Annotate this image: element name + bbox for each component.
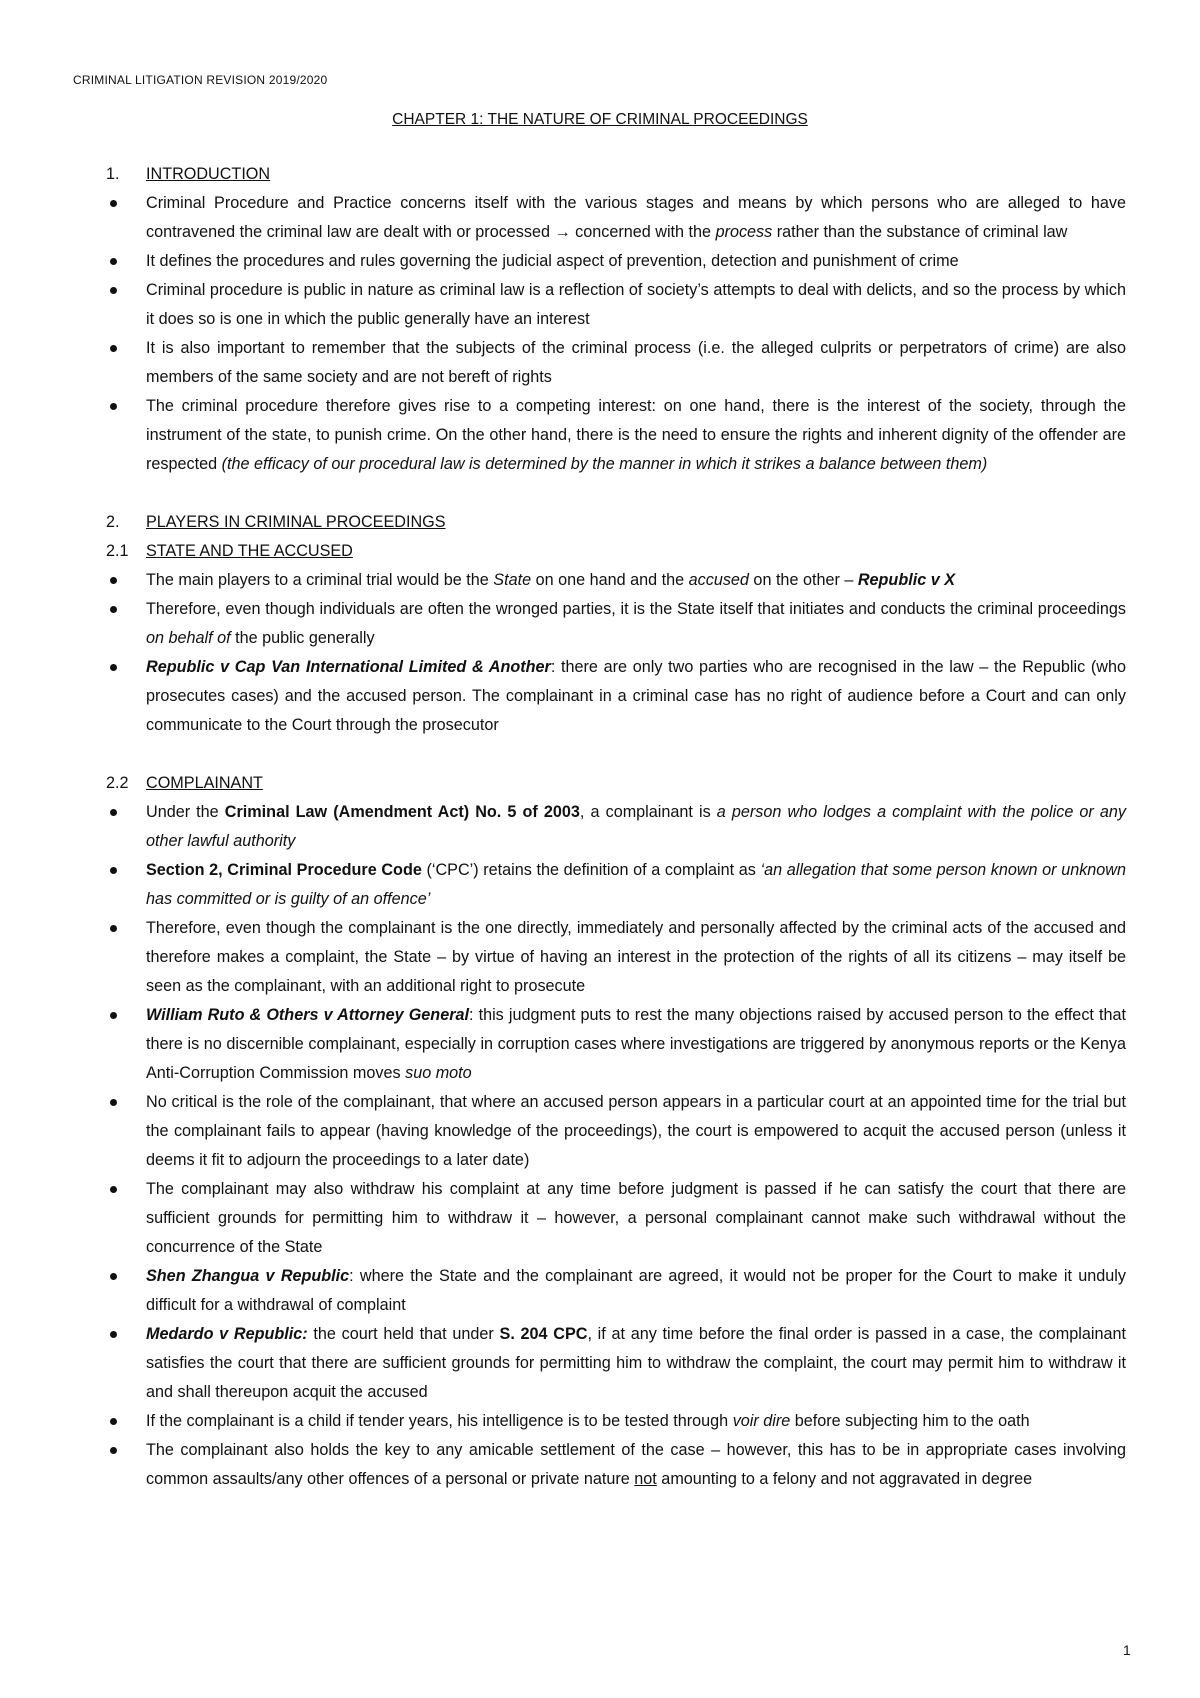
subsection-title: STATE AND THE ACCUSED [146, 542, 353, 560]
list-item: Criminal Procedure and Practice concerns itself with the various stages and means by which persons who are alleged to have contravened the criminal law are dealt with or processed → concerned with the process rather than the substance of criminal law [106, 189, 1126, 247]
running-header: CRIMINAL LITIGATION REVISION 2019/2020 [73, 73, 328, 87]
chapter-title: CHAPTER 1: THE NATURE OF CRIMINAL PROCEEDINGS [392, 111, 808, 128]
bullet-icon [110, 1418, 117, 1425]
case-name: Medardo v Republic: [146, 1325, 308, 1343]
list-item: Section 2, Criminal Procedure Code (‘CPC’) retains the definition of a complaint as ‘an allegation that some person known or unknown has committed or is guilty of an offence’ [106, 856, 1126, 914]
bullet-icon [110, 809, 117, 816]
list-item: It is also important to remember that the subjects of the criminal process (i.e. the alleged culprits or perpetrators of crime) are also members of the same society and are not bereft of rights [106, 334, 1126, 392]
list-item: Republic v Cap Van International Limited & Another: there are only two parties who are recognised in the law – the Republic (who prosecutes cases) and the accused person. The complainant in a criminal case has no right of audience before a Court and can only communicate to the Court through the prosecutor [106, 653, 1126, 740]
subsection-heading-complainant [106, 769, 1126, 798]
list-item: Shen Zhangua v Republic: where the State and the complainant are agreed, it would not be proper for the Court to make it unduly difficult for a withdrawal of complaint [106, 1262, 1126, 1320]
list-item: Medardo v Republic: the court held that under S. 204 CPC, if at any time before the final order is passed in a case, the complainant satisfies the court that there are sufficient grounds for permitting him to withdraw the complaint, the court may permit him to withdraw it and shall thereupon acquit the accused [106, 1320, 1126, 1407]
section-title: INTRODUCTION [146, 165, 271, 183]
bullet-icon [110, 200, 117, 207]
bullet-icon [110, 1099, 117, 1106]
case-name: Republic v Cap Van International Limited & Another [146, 658, 551, 676]
bullet-icon [110, 606, 117, 613]
bullet-icon [110, 577, 117, 584]
case-name: Republic v X [857, 571, 955, 589]
statute-name: Criminal Law (Amendment Act) No. 5 of 2003 [224, 803, 580, 821]
bullet-icon [110, 1331, 117, 1338]
section-number: 2. [106, 513, 120, 531]
bullet-icon [110, 1273, 117, 1280]
bullet-icon [110, 925, 117, 932]
bullet-icon [110, 345, 117, 352]
bullet-icon [110, 1447, 117, 1454]
section-heading-introduction [106, 160, 1126, 189]
bullet-icon [110, 1186, 117, 1193]
list-item: The complainant also holds the key to any amicable settlement of the case – however, this has to be in appropriate cases involving common assaults/any other offences of a personal or private nature not amounting to a felony and not aggravated in degree [106, 1436, 1126, 1494]
list-item: It defines the procedures and rules governing the judicial aspect of prevention, detection and punishment of crime [106, 247, 1126, 276]
section-heading-players [106, 508, 1126, 537]
bullet-icon [110, 403, 117, 410]
list-item: William Ruto & Others v Attorney General: this judgment puts to rest the many objections raised by accused person to the effect that there is no discernible complainant, especially in corruption cases where investigations are triggered by anonymous reports or the Kenya Anti-Corruption Commission moves suo moto [106, 1001, 1126, 1088]
section-title: PLAYERS IN CRIMINAL PROCEEDINGS [146, 513, 446, 531]
subsection-number: 2.1 [106, 542, 129, 560]
subsection-title: COMPLAINANT [146, 774, 263, 792]
list-item: Therefore, even though the complainant is the one directly, immediately and personally affected by the criminal acts of the accused and therefore makes a complaint, the State – by virtue of having an interest in the protection of the rights of all its citizens – may itself be seen as the complainant, with an additional right to prosecute [106, 914, 1126, 1001]
list-item: Criminal procedure is public in nature as criminal law is a reflection of society’s attempts to deal with delicts, and so the process by which it does so is one in which the public generally have an interest [106, 276, 1126, 334]
bullet-icon [110, 867, 117, 874]
statute-name: Section 2, Criminal Procedure Code [146, 861, 422, 879]
statute-name: S. 204 CPC [499, 1325, 588, 1343]
list-item: If the complainant is a child if tender years, his intelligence is to be tested through voir dire before subjecting him to the oath [106, 1407, 1126, 1436]
bullet-icon [110, 287, 117, 294]
page-number: 1 [1123, 1642, 1131, 1658]
subsection-heading-state [106, 537, 1126, 566]
list-item: Therefore, even though individuals are often the wronged parties, it is the State itself that initiates and conducts the criminal proceedings on behalf of the public generally [106, 595, 1126, 653]
list-item: The criminal procedure therefore gives rise to a competing interest: on one hand, there is the interest of the society, through the instrument of the state, to punish crime. On the other hand, there is the need to ensure the rights and inherent dignity of the offender are respected (the efficacy of our procedural law is determined by the manner in which it strikes a balance between them) [106, 392, 1126, 479]
bullet-icon [110, 1012, 117, 1019]
list-item: The main players to a criminal trial would be the State on one hand and the accused on the other – Republic v X [106, 566, 1126, 595]
list-item: No critical is the role of the complainant, that where an accused person appears in a particular court at an appointed time for the trial but the complainant fails to appear (having knowledge of the proceedings), the court is empowered to acquit the accused person (unless it deems it fit to adjourn the proceedings to a later date) [106, 1088, 1126, 1175]
case-name: William Ruto & Others v Attorney General [146, 1006, 469, 1024]
bullet-icon [110, 664, 117, 671]
case-name: Shen Zhangua v Republic [146, 1267, 350, 1285]
section-number: 1. [106, 165, 120, 183]
bullet-icon [110, 258, 117, 265]
subsection-number: 2.2 [106, 774, 129, 792]
list-item: Under the Criminal Law (Amendment Act) No. 5 of 2003, a complainant is a person who lodges a complaint with the police or any other lawful authority [106, 798, 1126, 856]
list-item: The complainant may also withdraw his complaint at any time before judgment is passed if he can satisfy the court that there are sufficient grounds for permitting him to withdraw it – however, a personal complainant cannot make such withdrawal without the concurrence of the State [106, 1175, 1126, 1262]
document-body [106, 160, 1126, 1494]
